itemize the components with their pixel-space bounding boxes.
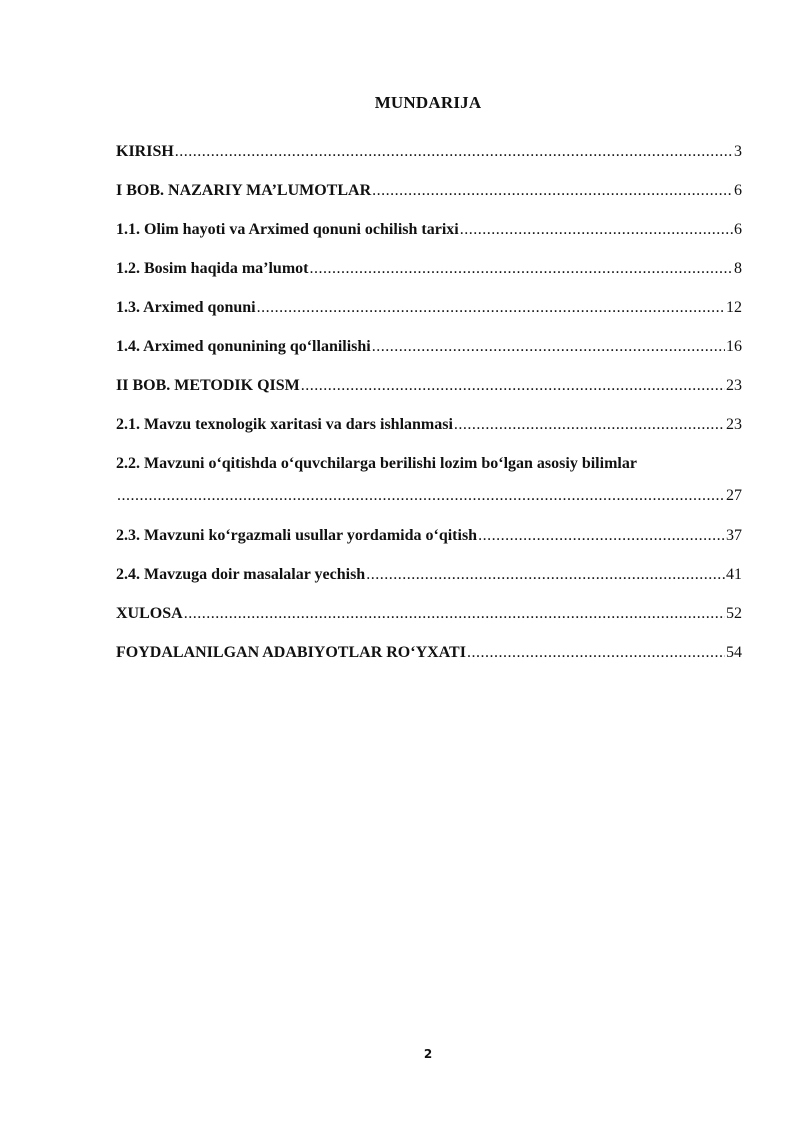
dot-leader <box>372 182 733 200</box>
dot-leader <box>460 221 733 239</box>
dot-leader <box>454 416 725 434</box>
toc-entry-page: 12 <box>726 299 742 316</box>
toc-entry-page: 41 <box>726 566 742 583</box>
toc-entry-page: 27 <box>726 487 742 504</box>
toc-entry-label: I BOB. NAZARIY MA’LUMOTLAR <box>116 182 372 199</box>
toc-entry-label: II BOB. METODIK QISM <box>116 377 300 394</box>
toc-entry-page: 6 <box>734 221 742 238</box>
toc-entry-wrapped-label: 2.2. Mavzuni o‘qitishda o‘quvchilarga berilishi lozim bo‘lgan asosiy bilimlar <box>116 455 637 472</box>
dot-leader <box>309 260 733 278</box>
dot-leader <box>372 338 725 356</box>
dot-leader <box>478 527 725 545</box>
toc-entry <box>116 221 742 243</box>
toc-entry <box>116 416 742 438</box>
toc-entry-page: 37 <box>726 527 742 544</box>
toc-entry-page: 23 <box>726 377 742 394</box>
toc-entry-label: 1.1. Olim hayoti va Arximed qonuni ochilish tarixi <box>116 221 459 238</box>
toc-entry-page: 54 <box>726 644 742 661</box>
toc-entry-label: FOYDALANILGAN ADABIYOTLAR RO‘YXATI <box>116 644 466 661</box>
toc-entry-page: 52 <box>726 605 742 622</box>
toc-entry <box>116 299 742 321</box>
toc-entry-page: 23 <box>726 416 742 433</box>
dot-leader <box>301 377 725 395</box>
toc-entry-label: 1.3. Arximed qonuni <box>116 299 256 316</box>
toc-entry <box>116 260 742 282</box>
toc-entry-label: 1.2. Bosim haqida ma’lumot <box>116 260 309 277</box>
toc-entry <box>116 566 742 588</box>
toc-entry <box>116 605 742 627</box>
toc-entry-label: XULOSA <box>116 605 183 622</box>
dot-leader <box>175 143 733 161</box>
toc-entry-page: 16 <box>726 338 742 355</box>
toc-entry-page: 8 <box>734 260 742 277</box>
document-title: MUNDARIJA <box>374 93 482 112</box>
toc-entry-label: 2.1. Mavzu texnologik xaritasi va dars ishlanmasi <box>116 416 453 433</box>
toc-entry <box>116 182 742 204</box>
toc-entry-page: 3 <box>734 143 742 160</box>
toc-entry-label: KIRISH <box>116 143 174 160</box>
toc-entry-label: 1.4. Arximed qonunining qo‘llanilishi <box>116 338 371 355</box>
toc-entry-page: 6 <box>734 182 742 199</box>
dot-leader <box>117 487 725 505</box>
toc-entry <box>116 143 742 165</box>
dot-leader <box>366 566 725 584</box>
dot-leader <box>184 605 725 623</box>
toc-entry <box>116 527 742 549</box>
dot-leader <box>467 644 725 662</box>
toc-entry <box>116 644 742 666</box>
toc-entry <box>116 377 742 399</box>
toc-entry-label: 2.4. Mavzuga doir masalalar yechish <box>116 566 366 583</box>
toc-entry <box>116 338 742 360</box>
dot-leader <box>257 299 725 317</box>
page-number: 2 <box>423 1047 433 1061</box>
toc-entry-label: 2.3. Mavzuni ko‘rgazmali usullar yordamida o‘qitish <box>116 527 478 544</box>
toc-entry <box>116 487 742 509</box>
